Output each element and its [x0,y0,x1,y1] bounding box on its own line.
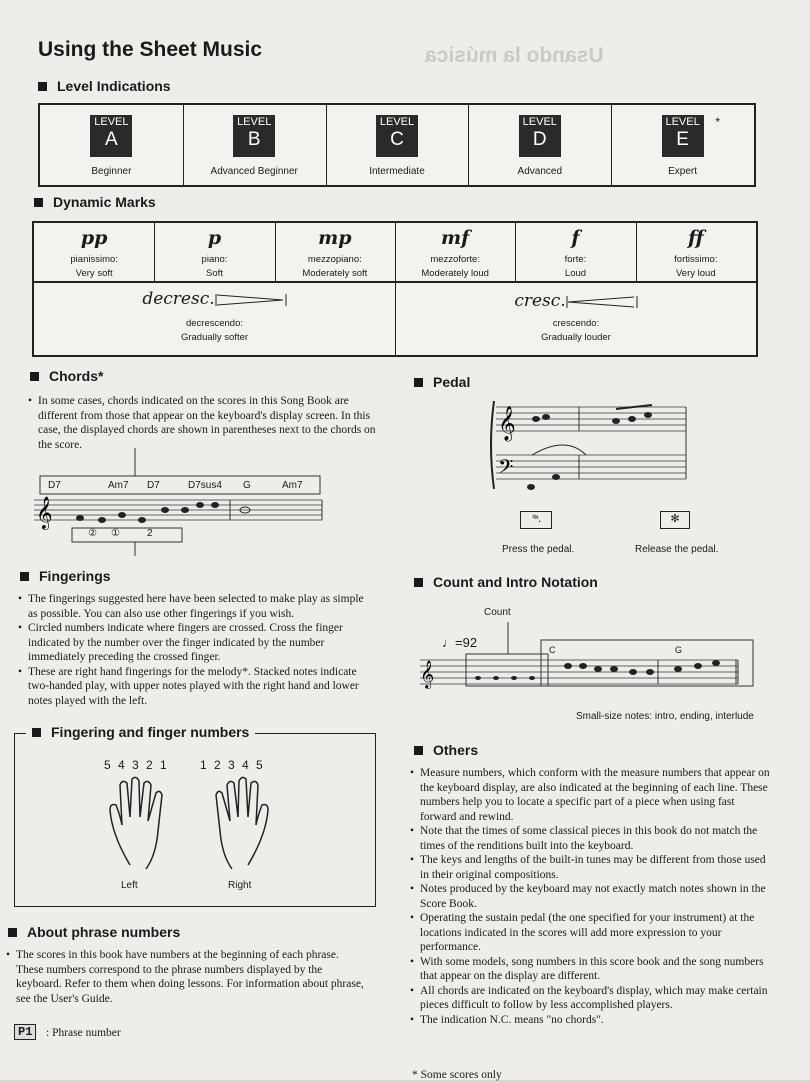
level-badge: LEVEL E [662,115,704,157]
chords-text: • In some cases, chords indicated on the scores in this Song Book are different from those that appear on the keyboard's display screen. In this case, the displayed chords are shown in parentheses next to the chords on the score. [28,394,376,452]
chord-label: D7sus4 [188,480,222,491]
level-name: Intermediate [369,166,425,177]
bullet-item: • These are right hand fingerings for the melody*. Stacked notes indicate two-handed play, with upper notes played with the right hand and lower notes played with the left. [18,665,373,709]
left-finger-numbers: 5 4 3 2 1 [104,758,169,772]
chord-label: D7 [48,480,61,491]
dynamic-name: pianissimo: [70,254,118,265]
dynamic-cell [154,223,275,281]
dynamic-symbol: mp [318,227,352,249]
level-table [38,103,756,187]
decresc-symbol: decresc. [142,289,215,309]
bullet-item: • The fingerings suggested here have been selected to make play as simple as possible. You can also use other fingerings if you wish. [18,592,373,621]
decresc-name: decrescendo: [185,318,244,329]
chords-heading: Chords* [30,368,103,384]
level-badge: LEVEL A [90,115,132,157]
chord-label: Am7 [108,480,129,491]
decresc-cell [34,283,396,355]
page-title: Using the Sheet Music [38,38,263,61]
bullet-item: • Notes produced by the keyboard may not exactly match notes shown in the Score Book. [410,882,772,911]
dynamic-symbol: pp [80,227,108,249]
dynamic-cell [275,223,396,281]
others-heading: Others [414,742,478,758]
left-hand-icon [110,777,162,869]
treble-clef-icon: 𝄞 [420,660,435,688]
dynamic-symbol: mf [441,227,470,249]
dynamic-meaning: Soft [206,268,223,279]
phrase-badge-label: : Phrase number [46,1027,121,1039]
level-badge: LEVEL B [233,115,275,157]
square-bullet-icon [34,198,43,207]
finger-number: ① [111,528,120,539]
square-bullet-icon [30,372,39,381]
dynamic-name: mezzopiano: [307,254,362,265]
dynamic-name: piano: [201,254,228,265]
level-name: Advanced [517,166,563,177]
tempo-mark: ♩=92 [442,635,478,650]
pedal-press-mark-icon: 𝆮. [520,511,552,529]
right-finger-numbers: 1 2 3 4 5 [200,758,265,772]
level-cell [611,105,754,185]
dynamic-symbol: p [207,227,222,249]
dynamic-name: fortissimo: [674,254,718,265]
crescendo-hairpin-icon [566,295,638,309]
chord-c-label: C [549,645,556,655]
finger-numbers-heading: Fingering and finger numbers [26,724,255,740]
count-label: Count [484,607,511,618]
fingerings-list [18,592,373,708]
cresc-cell [396,283,756,355]
pedal-heading: Pedal [414,374,470,390]
pedal-release-mark-icon: ✻ [660,511,690,529]
chord-label: G [243,480,251,491]
square-bullet-icon [8,928,17,937]
dynamic-symbol: f [571,227,580,249]
finger-number: ② [88,528,97,539]
count-intro-staff [418,618,758,708]
square-bullet-icon [414,378,423,387]
level-cell [40,105,184,185]
level-cell [326,105,470,185]
square-bullet-icon [32,728,41,737]
pedal-press-caption: Press the pedal. [502,544,575,555]
hands-illustration [100,775,280,875]
dynamics-table [32,221,758,357]
dynamic-cell [34,223,155,281]
decrescendo-hairpin-icon [215,293,287,307]
dynamic-meaning: Moderately soft [302,268,368,279]
fingerings-heading: Fingerings [20,568,111,584]
bleed-through-title: Usando la música [425,44,604,67]
level-badge: LEVEL C [376,115,418,157]
bullet-item: • Operating the sustain pedal (the one specified for your instrument) at the locations indicated in the scores will add more expression to your performance. [410,911,772,955]
cresc-name: crescendo: [552,318,600,329]
pedal-release-caption: Release the pedal. [635,544,719,555]
dynamic-meaning: Very soft [75,268,113,279]
chord-label: Am7 [282,480,303,491]
cresc-meaning: Gradually louder [541,332,611,343]
dynamics-heading: Dynamic Marks [34,194,156,210]
count-caption: Small-size notes: intro, ending, interlude [576,711,754,722]
level-cell [183,105,327,185]
finger-number: 2 [147,528,153,539]
treble-clef-icon: 𝄞 [498,406,516,441]
bullet-item: • The keys and lengths of the built-in tunes may be different from those used in their original compositions. [410,853,772,882]
square-bullet-icon [414,746,423,755]
bullet-item: • The indication N.C. means "no chords". [410,1013,772,1028]
chord-label: D7 [147,480,160,491]
level-name: Expert [668,166,698,177]
bullet-item: • With some models, song numbers in this score book and the song numbers that appear on the display are different. [410,955,772,984]
dynamic-symbol: ff [687,227,704,249]
bullet-item: • All chords are indicated on the keyboard's display, which may make certain pieces difficult to follow by less accomplished players. [410,984,772,1013]
pedal-example-staff [486,395,746,505]
level-name: Advanced Beginner [210,166,298,177]
square-bullet-icon [20,572,29,581]
level-heading: Level Indications [38,78,171,94]
treble-clef-icon: 𝄞 [36,496,53,529]
others-list [410,766,772,1027]
dynamic-cell [395,223,516,281]
bullet-item: • Note that the times of some classical pieces in this book do not match the times of the renditions built into the keyboard. [410,824,772,853]
level-badge: LEVEL D [519,115,561,157]
cresc-symbol: cresc. [514,291,566,311]
dynamic-meaning: Very loud [676,268,716,279]
dynamic-name: forte: [564,254,587,265]
bullet-item: • Measure numbers, which conform with the measure numbers that appear on the keyboard display, are also indicated at the beginning of each line. These numbers help you to locate a specific part of a piece when using fast forward and rewind. [410,766,772,824]
level-cell [468,105,612,185]
footnote: * Some scores only [412,1069,502,1081]
square-bullet-icon [38,82,47,91]
phrase-heading: About phrase numbers [8,924,180,940]
bass-clef-icon: 𝄢 [498,455,514,483]
left-hand-label: Left [121,880,138,891]
dynamic-meaning: Loud [564,268,587,279]
phrase-badge: P1 [14,1024,36,1040]
level-asterisk: * [715,115,720,129]
decresc-meaning: Gradually softer [180,332,249,343]
chord-g-label: G [675,645,683,655]
count-heading: Count and Intro Notation [414,574,598,590]
right-hand-icon [216,777,268,869]
bullet-item: • Circled numbers indicate where fingers are crossed. Cross the finger indicated by the number over the finger indicated by the number immediately preceding the crossed finger. [18,621,373,665]
dynamic-meaning: Moderately loud [421,268,489,279]
phrase-text: • The scores in this book have numbers at the beginning of each phrase. These numbers correspond to the phrase numbers displayed by the keyboard. Refer to them when doing lessons. For information about phrase, see the User's Guide. [6,948,366,1006]
dynamic-cell [515,223,636,281]
level-name: Beginner [91,166,132,177]
dynamic-name: mezzoforte: [430,254,480,265]
dynamic-cell [636,223,756,281]
chord-example-staff [30,448,330,558]
right-hand-label: Right [228,880,252,891]
square-bullet-icon [414,578,423,587]
